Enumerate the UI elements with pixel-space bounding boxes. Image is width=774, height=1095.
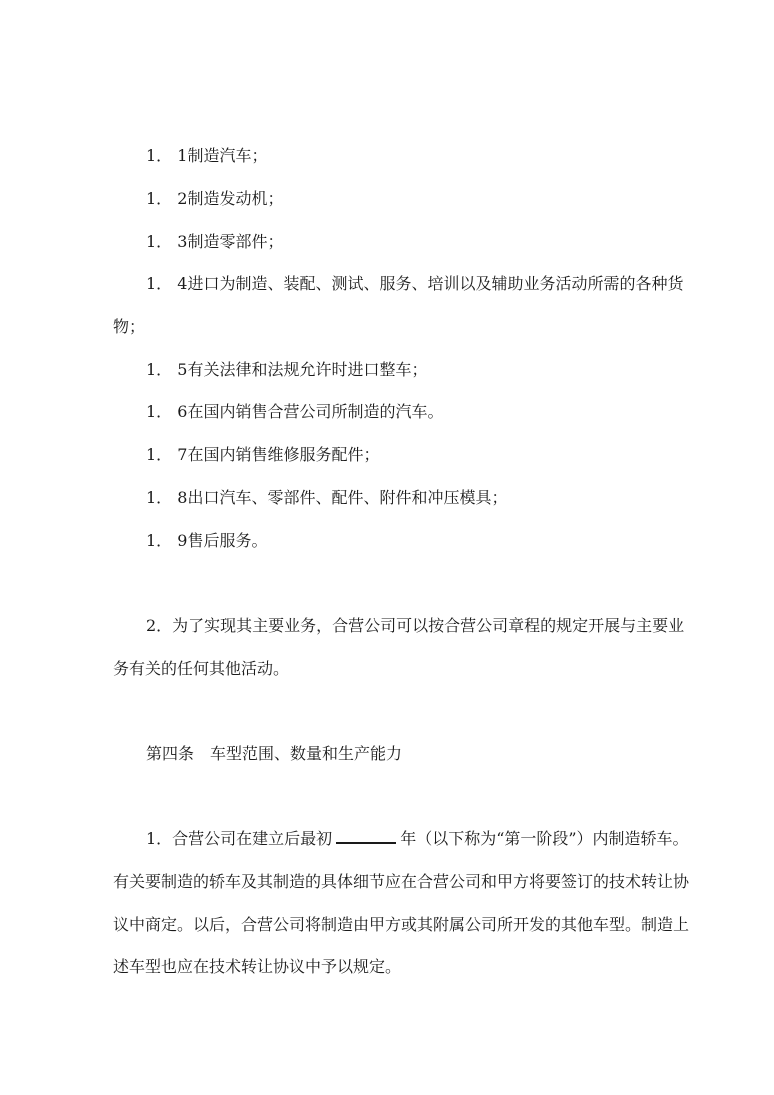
paragraph-line: 2．为了实现其主要业务，合营公司可以按合营公司章程的规定开展与主要业 [146, 616, 685, 635]
list-item: 1． 6在国内销售合营公司所制造的汽车。 [146, 402, 444, 421]
paragraph-line: 述车型也应在技术转让协议中予以规定。 [113, 957, 402, 976]
paragraph-text: 年（以下称为“第一阶段”）内制造轿车。 [400, 829, 689, 848]
list-item: 1． 3制造零部件； [146, 232, 284, 251]
paragraph-line: 议中商定。以后，合营公司将制造由甲方或其附属公司所开发的其他车型。制造上 [113, 915, 690, 934]
list-item: 1． 1制造汽车； [146, 146, 268, 165]
section-heading: 第四条 车型范围、数量和生产能力 [146, 744, 403, 763]
paragraph-text: 1．合营公司在建立后最初 [146, 829, 333, 848]
list-item: 1． 2制造发动机； [146, 189, 284, 208]
list-item: 1． 7在国内销售维修服务配件； [146, 445, 380, 464]
paragraph-first-line [146, 828, 706, 850]
paragraph-line: 有关要制造的轿车及其制造的具体细节应在合营公司和甲方将要签订的技术转让协 [113, 872, 690, 891]
list-item: 1． 9售后服务。 [146, 531, 268, 550]
list-item: 1． 4进口为制造、装配、测试、服务、培训以及辅助业务活动所需的各种货 [146, 274, 684, 293]
fill-in-blank [336, 828, 396, 844]
paragraph-line: 务有关的任何其他活动。 [113, 659, 290, 678]
list-item: 1． 5有关法律和法规允许时进口整车； [146, 360, 428, 379]
list-item-continuation: 物； [113, 317, 146, 336]
list-item: 1． 8出口汽车、零部件、配件、附件和冲压模具； [146, 488, 508, 507]
